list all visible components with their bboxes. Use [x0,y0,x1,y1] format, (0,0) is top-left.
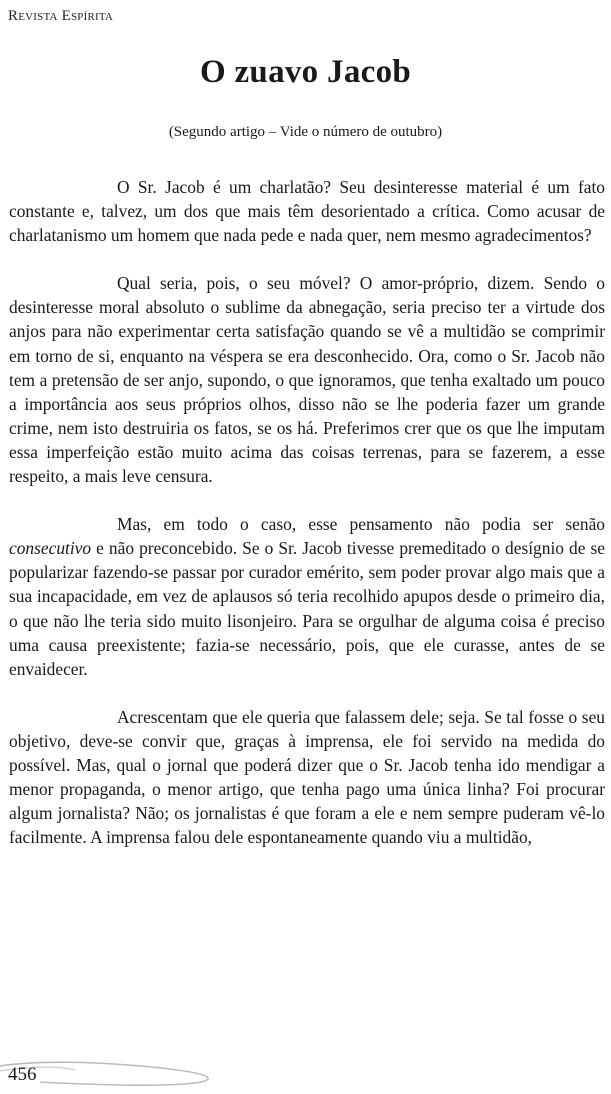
paragraph-2: Qual seria, pois, o seu móvel? O amor-próprio, dizem. Sendo o desinteresse moral absoluto o sublime da abnegação, seria preciso ter a virtude dos anjos para não experimentar certa satisfação quando se vê a multidão se comprimir em torno de si, enquanto na véspera se era desconhecido. Ora, como o Sr. Jacob não tem a pretensão de ser anjo, supondo, o que ignoramos, que tenha exaltado um pouco a importância aos seus próprios olhos, disso não se lhe poderia fazer um grande crime, nem isto destruiria os fatos, se os há. Preferimos crer que os que lhe imputam essa imperfeição estão muito acima das coisas terrenas, para se fazerem, a esse respeito, a mais leve censura. [9,273,605,487]
paragraph-4: Acrescentam que ele queria que falassem dele; seja. Se tal fosse o seu objetivo, deve-se convir que, graças à imprensa, ele foi servido na medida do possível. Mas, qual o jornal que poderá dizer que o Sr. Jacob tenha ido mendigar a menor propaganda, o menor artigo, que tenha pago uma única linha? Foi procurar algum jornalista? Não; os jornalistas é que foram a ele e nem sempre puderam vê-lo facilmente. A imprensa falou dele espontaneamente quando viu a multidão, [9,706,605,848]
page-number: 456 [8,1064,37,1085]
article-subtitle: (Segundo artigo – Vide o número de outubro) [168,124,443,140]
paragraph-3-after: e não preconcebido. Se o Sr. Jacob tivesse premeditado o desígnio de se popularizar fazendo-se passar por curador emérito, sem poder provar algo mais que a sua incapacidade, em vez de aplausos só teria recolhido apupos desde o primeiro dia, o que não lhe teria sido muito lisonjeiro. Para se orgulhar de alguma coisa é preciso uma causa preexistente; fazia-se necessário, pois, que ele curasse, antes de se envaidecer. [9,538,605,679]
paragraph-1: O Sr. Jacob é um charlatão? Seu desinteresse material é um fato constante e, talvez, um dos que mais têm desorientado a crítica. Como acusar de charlatanismo um homem que nada pede e nada quer, nem mesmo agradecimentos? [9,177,605,246]
paragraph-3-before: Mas, em todo o caso, esse pensamento não podia ser senão [117,514,605,535]
article-body [9,175,605,849]
emphasis-consecutivo: consecutivo [9,538,92,559]
article-title: O zuavo Jacob [199,54,412,90]
paragraph-3 [9,512,605,681]
running-head: Revista Espírita [8,8,114,24]
